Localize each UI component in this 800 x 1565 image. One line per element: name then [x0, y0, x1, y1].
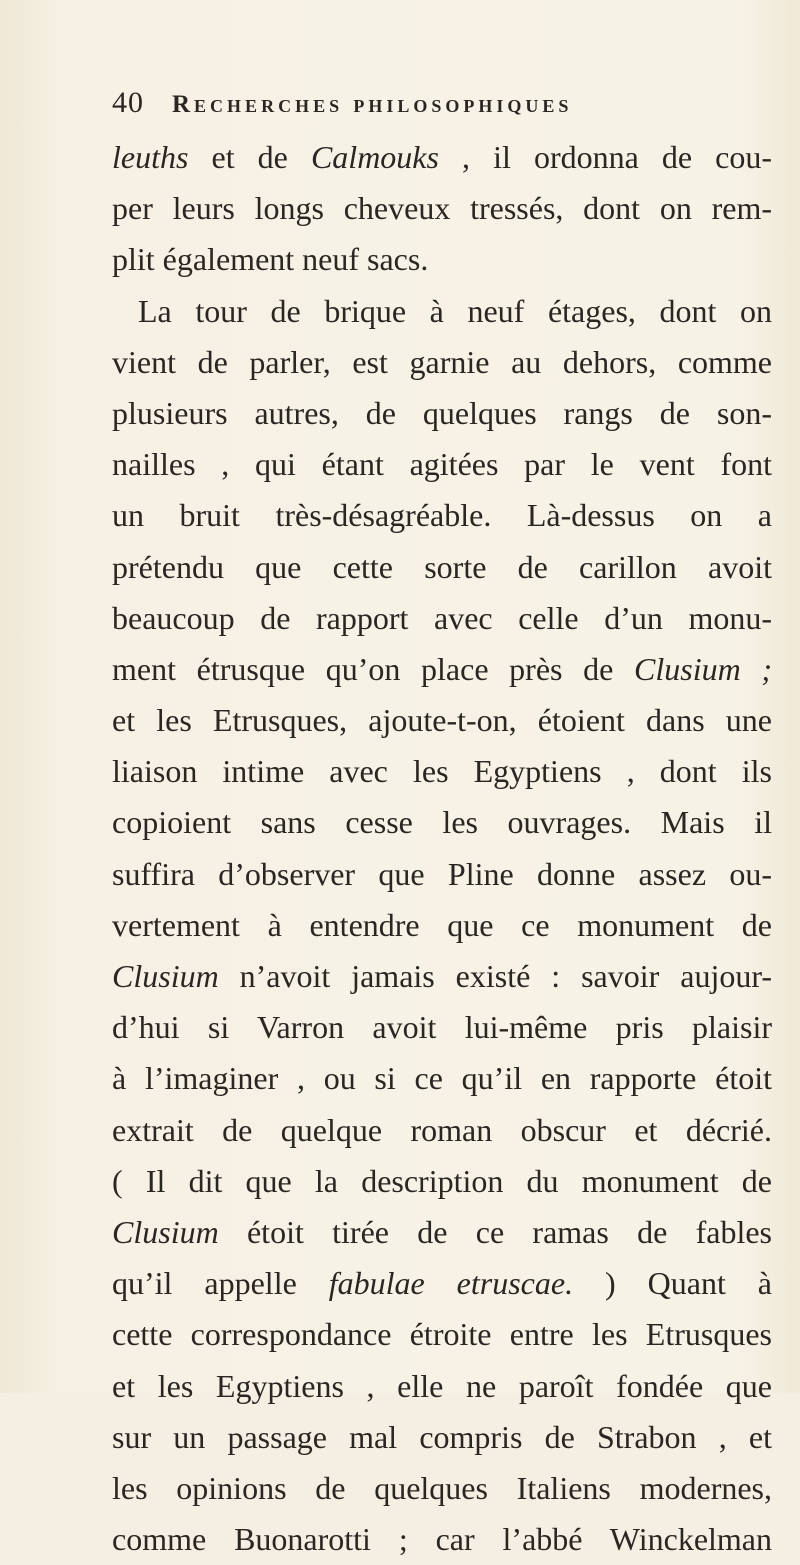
text-run: vient de parler, est garnie au dehors, comme	[112, 343, 772, 380]
text-run: copioient sans cesse les ouvrages. Mais il	[112, 804, 772, 841]
text-run: et de	[188, 139, 311, 175]
text-run: plusieurs autres, de quelques rangs de son-	[112, 394, 772, 431]
text-line	[112, 1105, 772, 1156]
text-line	[112, 1156, 772, 1207]
text-line	[112, 746, 772, 797]
italic-text: Clusium ;	[634, 650, 772, 687]
text-run: n’avoit jamais existé : savoir aujour-	[218, 958, 772, 994]
text-run: liaison intime avec les Egyptiens , dont ils	[112, 753, 772, 790]
text-run: per leurs longs cheveux tressés, dont on rem-	[112, 190, 772, 227]
text-line	[112, 1514, 772, 1565]
text-line	[112, 797, 772, 848]
text-line	[112, 644, 772, 695]
text-line	[112, 1258, 772, 1309]
text-line	[112, 183, 772, 234]
text-run: suffira d’observer que Pline donne assez ou-	[112, 855, 772, 892]
text-run: ) Quant à	[573, 1265, 772, 1302]
text-run: étoit tirée de ce ramas de fables	[218, 1213, 772, 1250]
text-line	[112, 490, 772, 541]
text-line	[112, 1463, 772, 1514]
text-line	[112, 1002, 772, 1053]
text-run: et les Etrusques, ajoute-t-on, étoient dans une	[112, 702, 772, 739]
italic-text: leuths	[112, 139, 189, 175]
text-line	[112, 286, 772, 337]
text-line	[112, 1361, 772, 1412]
text-run: La tour de brique à neuf étages, dont on	[138, 292, 772, 329]
text-run: nailles , qui étant agitées par le vent font	[112, 446, 772, 483]
text-run: les opinions de quelques Italiens modernes,	[112, 1469, 772, 1506]
text-run: sur un passage mal compris de Strabon , et	[112, 1418, 772, 1455]
text-line	[112, 234, 772, 285]
text-run: à l’imaginer , ou si ce qu’il en rapporte étoit	[112, 1060, 772, 1097]
text-run: ( Il dit que la description du monument de	[112, 1162, 772, 1199]
text-run: extrait de quelque roman obscur et décrié.	[112, 1111, 772, 1148]
text-line	[112, 542, 772, 593]
text-line	[112, 900, 772, 951]
text-line	[112, 593, 772, 644]
italic-text: Clusium	[112, 1213, 219, 1250]
body-text	[112, 132, 772, 1565]
text-line	[112, 1412, 772, 1463]
text-run: vertement à entendre que ce monument de	[112, 906, 772, 943]
running-title: Recherches philosophiques	[172, 91, 573, 118]
text-line	[112, 849, 772, 900]
italic-text: Calmouks	[310, 139, 439, 175]
text-run: un bruit très-désagréable. Là-dessus on a	[112, 497, 772, 534]
running-head	[112, 86, 772, 126]
text-line	[112, 1309, 772, 1360]
text-line	[112, 951, 772, 1002]
text-line	[112, 1053, 772, 1104]
italic-text: Clusium	[112, 958, 219, 994]
text-line	[112, 132, 772, 183]
text-run: d’hui si Varron avoit lui-même pris plaisir	[112, 1009, 772, 1046]
text-run: qu’il appelle	[112, 1265, 329, 1302]
text-run: plit également neuf sacs.	[112, 241, 429, 278]
text-line	[112, 695, 772, 746]
text-line	[112, 388, 772, 439]
text-run: , il ordonna de cou-	[438, 139, 773, 175]
text-run: beaucoup de rapport avec celle d’un monu-	[112, 599, 772, 636]
text-line	[112, 1207, 772, 1258]
text-run: et les Egyptiens , elle ne paroît fondée que	[112, 1367, 772, 1404]
page-number: 40	[112, 86, 144, 119]
text-run: comme Buonarotti ; car l’abbé Winckelman	[112, 1521, 772, 1558]
text-line	[112, 439, 772, 490]
text-run: prétendu que cette sorte de carillon avoit	[112, 548, 772, 585]
text-run: ment étrusque qu’on place près de	[112, 650, 634, 687]
text-run: cette correspondance étroite entre les Etrusques	[112, 1316, 772, 1353]
text-line	[112, 337, 772, 388]
italic-text: fabulae etruscae.	[328, 1265, 574, 1302]
